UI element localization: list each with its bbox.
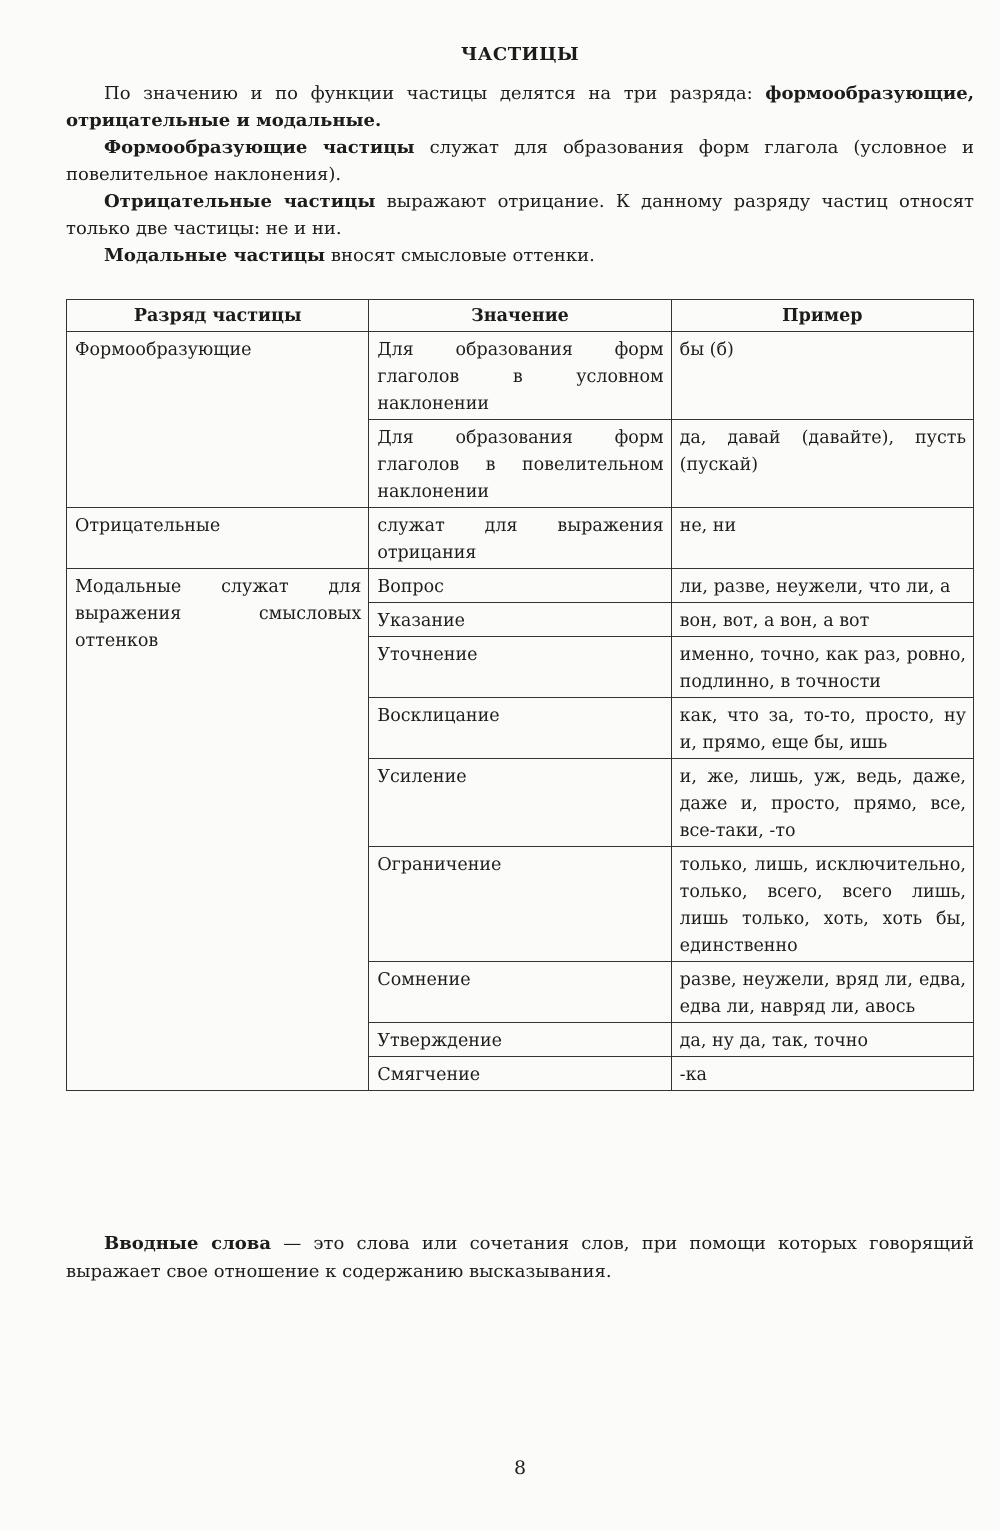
example-cell: как, что за, то-то, просто, ну и, прямо, еще бы, ишь bbox=[671, 698, 973, 759]
table-row bbox=[67, 569, 974, 603]
outro-paragraph bbox=[66, 1230, 974, 1286]
example-cell: и, же, лишь, уж, ведь, даже, даже и, просто, прямо, все, все-таки, -то bbox=[671, 759, 973, 847]
table-row bbox=[67, 332, 974, 420]
header-category: Разряд частицы bbox=[67, 300, 369, 332]
outro-text bbox=[66, 1230, 974, 1286]
particles-table bbox=[66, 299, 974, 1091]
category-cell: Модальные служат для выражения смысловых оттенков bbox=[67, 569, 369, 1091]
intro-paragraph-3 bbox=[66, 188, 974, 242]
meaning-cell: Уточнение bbox=[369, 637, 671, 698]
meaning-cell: Утверждение bbox=[369, 1023, 671, 1057]
example-cell: да, давай (давайте), пусть (пускай) bbox=[671, 420, 973, 508]
intro-p1-bold: формообразующие, отрицательные и модальные. bbox=[66, 83, 974, 131]
meaning-cell: служат для выражения отрицания bbox=[369, 508, 671, 569]
category-cell: Отрицательные bbox=[67, 508, 369, 569]
intro-p2-bold: Формообразующие частицы bbox=[104, 137, 415, 158]
meaning-cell: Вопрос bbox=[369, 569, 671, 603]
example-cell: только, лишь, исключительно, только, всего, всего лишь, лишь только, хоть, хоть бы, единственно bbox=[671, 847, 973, 962]
outro-bold: Вводные слова bbox=[104, 1233, 271, 1254]
meaning-cell: Сомнение bbox=[369, 962, 671, 1023]
meaning-cell: Для образования форм глаголов в повелительном наклонении bbox=[369, 420, 671, 508]
example-cell: бы (б) bbox=[671, 332, 973, 420]
example-cell: именно, точно, как раз, ровно, подлинно, в точности bbox=[671, 637, 973, 698]
intro-p4-text: вносят смысловые оттенки. bbox=[325, 245, 595, 266]
intro-p2-text: служат для образования форм глагола (условное и повелительное наклонения). bbox=[66, 137, 974, 185]
intro-p3-text: выражают отрицание. К данному разряду частиц относят только две частицы: не и ни. bbox=[66, 191, 975, 239]
example-cell: да, ну да, так, точно bbox=[671, 1023, 973, 1057]
intro-p1-text: По значению и по функции частицы делятся на три разряда: bbox=[104, 83, 766, 104]
meaning-cell: Для образования форм глаголов в условном наклонении bbox=[369, 332, 671, 420]
intro-p4-bold: Модальные частицы bbox=[104, 245, 326, 266]
table-header-row bbox=[67, 300, 974, 332]
table-row bbox=[67, 508, 974, 569]
example-cell: разве, неужели, вряд ли, едва, едва ли, навряд ли, авось bbox=[671, 962, 973, 1023]
page-title: ЧАСТИЦЫ bbox=[460, 44, 580, 65]
example-cell: -ка bbox=[671, 1057, 973, 1091]
intro-paragraph-1 bbox=[66, 80, 974, 134]
meaning-cell: Восклицание bbox=[369, 698, 671, 759]
meaning-cell: Ограничение bbox=[369, 847, 671, 962]
meaning-cell: Усиление bbox=[369, 759, 671, 847]
example-cell: не, ни bbox=[671, 508, 973, 569]
outro-body: — это слова или сочетания слов, при помощи которых говорящий выражает свое отношение к содержанию высказывания. bbox=[66, 1233, 974, 1282]
page-number: 8 bbox=[513, 1457, 527, 1479]
example-cell: вон, вот, а вон, а вот bbox=[671, 603, 973, 637]
intro-p3-bold: Отрицательные частицы bbox=[104, 191, 376, 212]
category-cell: Формообразующие bbox=[67, 332, 369, 508]
header-example: Пример bbox=[671, 300, 973, 332]
meaning-cell: Указание bbox=[369, 603, 671, 637]
intro-paragraph-4 bbox=[66, 242, 974, 269]
example-cell: ли, разве, неужели, что ли, а bbox=[671, 569, 973, 603]
header-meaning: Значение bbox=[369, 300, 671, 332]
meaning-cell: Смягчение bbox=[369, 1057, 671, 1091]
intro-paragraph-2 bbox=[66, 134, 974, 188]
intro-text bbox=[66, 80, 974, 269]
